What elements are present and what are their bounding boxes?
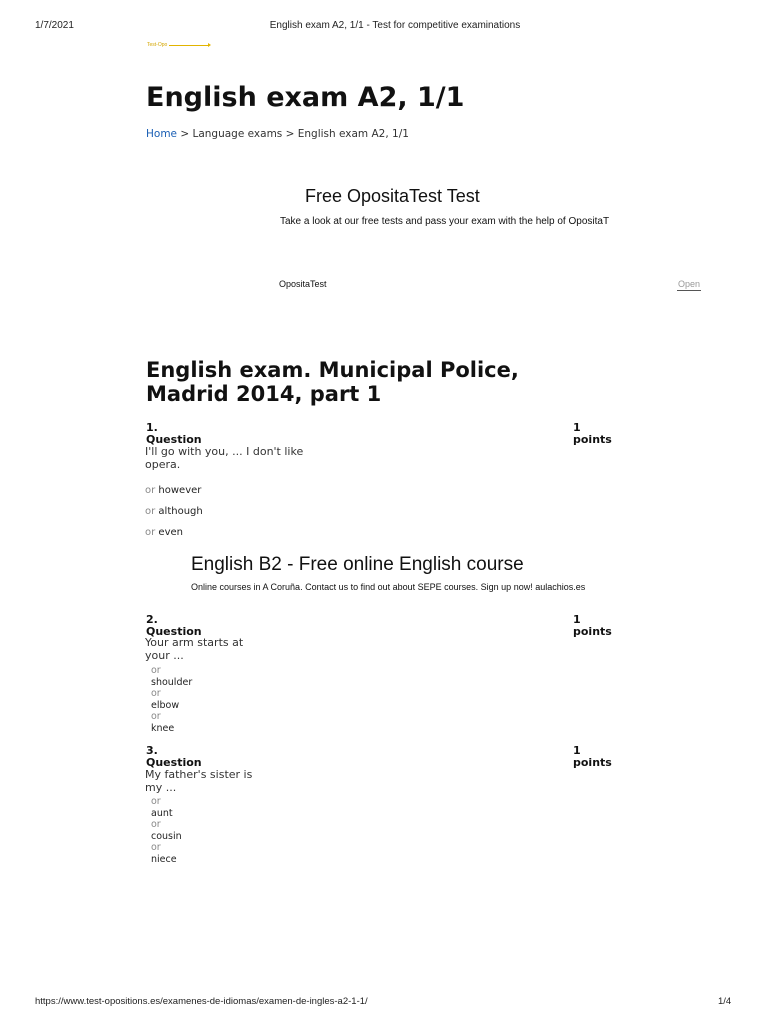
option-or-label: or <box>151 796 161 807</box>
question-1-option-3[interactable] <box>145 527 183 539</box>
question-2-label: Question <box>146 625 202 638</box>
question-3-num: 3. <box>146 744 158 757</box>
option-or-label: or <box>151 842 161 854</box>
question-3-points-value: 1 <box>573 744 581 757</box>
option-text: although <box>158 506 203 517</box>
question-2-points-value: 1 <box>573 613 581 626</box>
question-1-number <box>146 422 202 446</box>
question-1-text-line1: I'll go with you, ... I don't like <box>145 445 304 458</box>
question-3-options <box>151 796 182 866</box>
ad2-description: Online courses in A Coruña. Contact us to find out about SEPE courses. Sign up now! aulachios.es <box>191 582 586 592</box>
question-2-option-1[interactable] <box>151 665 192 688</box>
question-3-text <box>145 768 252 794</box>
question-2-text-line2: your ... <box>145 649 184 662</box>
question-1-option-2[interactable] <box>145 506 203 518</box>
question-3-label: Question <box>146 756 202 769</box>
question-2-text <box>145 636 243 662</box>
question-3-option-1[interactable] <box>151 796 182 819</box>
question-1-label: Question <box>146 433 202 446</box>
question-1-points-value: 1 <box>573 421 581 434</box>
print-url: https://www.test-opositions.es/examenes-de-idiomas/examen-de-ingles-a2-1-1/ <box>35 996 368 1007</box>
page-title: English exam A2, 1/1 <box>146 82 465 113</box>
option-text: aunt <box>151 807 173 819</box>
option-or-label: or <box>145 527 156 538</box>
question-2-text-line1: Your arm starts at <box>145 636 244 649</box>
question-1-points-label: points <box>573 433 612 446</box>
option-or-label: or <box>145 485 156 496</box>
question-2-num: 2. <box>146 613 158 626</box>
exam-section-title-line2: Madrid 2014, part 1 <box>146 382 382 406</box>
option-or-label: or <box>151 819 161 831</box>
question-2-points <box>573 614 612 638</box>
question-1-text-line2: opera. <box>145 458 181 471</box>
question-3-points-label: points <box>573 756 612 769</box>
ad-title[interactable]: Free OpositaTest Test <box>305 186 480 206</box>
question-1-text <box>145 445 303 471</box>
site-logo[interactable] <box>147 42 209 48</box>
ad-description: Take a look at our free tests and pass your exam with the help of OpositaT <box>280 216 610 227</box>
question-3-option-3[interactable] <box>151 842 182 865</box>
question-2-points-label: points <box>573 625 612 638</box>
site-logo-text: Test-Opo <box>147 42 168 48</box>
question-3-option-2[interactable] <box>151 819 182 842</box>
option-text: niece <box>151 853 177 865</box>
print-date: 1/7/2021 <box>35 20 74 31</box>
question-2-option-3[interactable] <box>151 711 192 734</box>
question-3-number <box>146 745 202 769</box>
question-3-points <box>573 745 612 769</box>
logo-arrow-icon <box>169 45 209 46</box>
option-text: cousin <box>151 830 182 842</box>
print-page-number: 1/4 <box>718 996 732 1007</box>
option-text: shoulder <box>151 676 193 688</box>
question-1-option-1[interactable] <box>145 485 201 497</box>
option-text: elbow <box>151 699 180 711</box>
breadcrumb-middle: > Language exams > <box>177 128 298 140</box>
option-text: knee <box>151 722 175 734</box>
question-3-text-line2: my ... <box>145 781 177 794</box>
option-text: however <box>158 485 202 496</box>
option-text: even <box>158 527 183 538</box>
option-or-label: or <box>151 665 161 676</box>
option-or-label: or <box>151 688 161 700</box>
breadcrumb-home-link[interactable]: Home <box>146 128 178 140</box>
print-doc-title: English exam A2, 1/1 - Test for competitive examinations <box>269 20 521 31</box>
question-2-option-2[interactable] <box>151 688 192 711</box>
question-1-points <box>573 422 612 446</box>
question-2-options <box>151 665 192 735</box>
question-2-number <box>146 614 202 638</box>
question-3-text-line1: My father's sister is <box>145 768 253 781</box>
option-or-label: or <box>151 711 161 723</box>
ad2-title[interactable]: English B2 - Free online English course <box>191 554 524 575</box>
breadcrumb-current: English exam A2, 1/1 <box>297 128 409 140</box>
question-1-num: 1. <box>146 421 158 434</box>
option-or-label: or <box>145 506 156 517</box>
exam-section-title <box>146 358 616 406</box>
breadcrumb <box>146 128 409 140</box>
ad-brand[interactable]: OpositaTest <box>279 279 327 289</box>
exam-section-title-line1: English exam. Municipal Police, <box>146 358 519 382</box>
ad-open-button[interactable]: Open <box>678 279 701 289</box>
